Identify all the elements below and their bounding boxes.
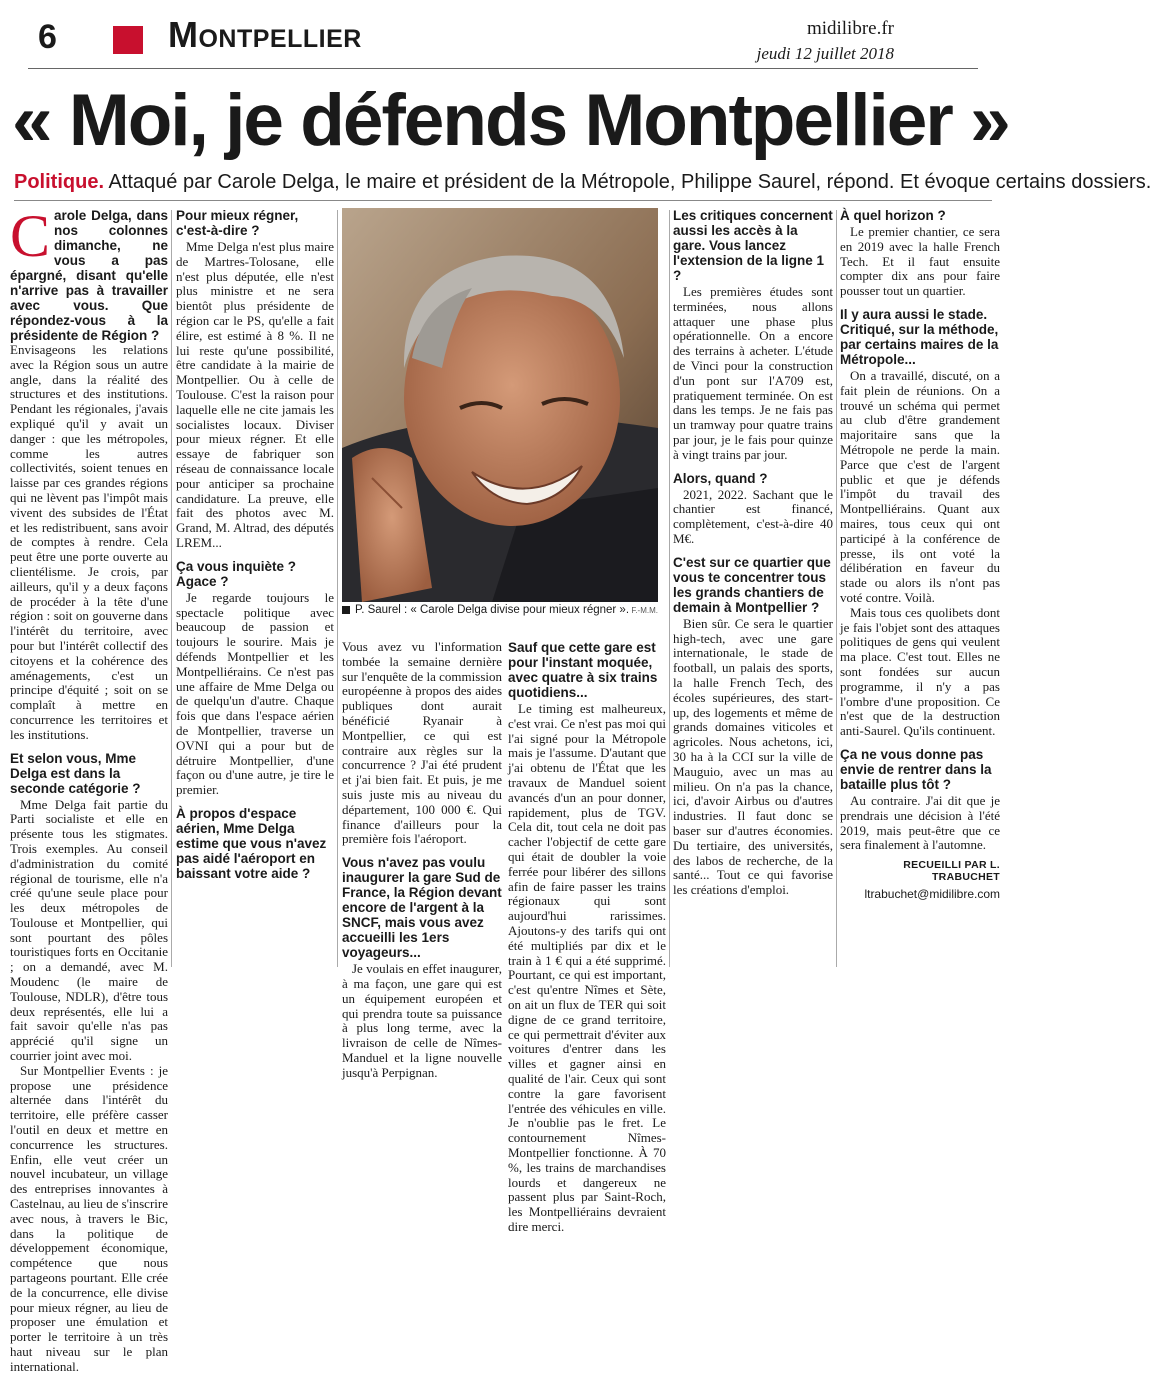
question-6: Vous n'avez pas voulu inaugurer la gare Sud de France, la Région devant encore de l'argent à la SNCF, mais vous avez accueilli les 1ers voyageurs...	[342, 855, 502, 961]
answer-2b: Sur Montpellier Events : je propose une présidence alternée dans l'intérêt du territoire, elle préfère casser l'outil en deux et mettre en concurrence les structures. Enfin, elle veut créer un nouvel incubateur, un village des entreprises innovantes à Castelnau, au lieu de s'inscrire avec nous, à travers le Bic, dans la politique de développement économique, compétence que nous partageons pourtant. Elle crée de la concurrence, elle divise pour mieux régner, au lieu de proposer une émulation et porter le territoire à un très haut niveau sur le plan international.	[10, 1062, 168, 1374]
answer-9: 2021, 2022. Sachant que le chantier est financé, complètement, c'est-à-dire 40 M€.	[673, 486, 833, 546]
photo-credit: F.-M.M.	[631, 605, 658, 615]
article-column-6	[840, 208, 1000, 968]
question-12: Il y aura aussi le stade. Critiqué, sur la méthode, par certains maires de la Métropole...	[840, 306, 999, 367]
dropcap: C	[10, 203, 51, 269]
column-divider	[171, 210, 172, 967]
answer-5: Vous avez vu l'information tombée la semaine dernière sur l'enquête de la commission européenne à propos des aides publiques dont aurait bénéficié Ryanair à Montpellier, ce qui est contraire aux règles sur la concurrence ? J'ai été prudent et j'ai bien fait. Et puis, je me suis juste mis au niveau du département, 100 000 €. Qui finance d'ailleurs pour la première fois l'aéroport.	[342, 639, 502, 847]
answer-12: On a travaillé, discuté, on a fait plein de réunions. On a trouvé un schéma qui permet au club d'être grandement majoritaire sans que la Métropole ne perde la main. Parce que c'est de l'argent public et que je défends l'impôt du travail des Montpelliérains. Quant aux maires, tous ceux qui ont participé à la conférence de presse, ils ont voté la délibération en faveur du stade ou alors ils n'ont pas voté contre. Voilà.	[840, 367, 1000, 605]
question-1: arole Delga, dans nos colonnes dimanche, ne vous a pas épargné, disant qu'elle n'arrive pas à travailler avec vous. Que répondez-vous à la présidente de Région ?	[10, 208, 168, 343]
page-number: 6	[38, 18, 57, 56]
answer-10: Bien sûr. Ce sera le quartier high-tech, avec une gare internationale, le stade de football, un palais des sports, la halle French Tech, des écoles supérieures, des start-up, des logements et même de grands domaines viticoles et agricoles. Nous achetons, ici, 30 ha à la CCI sur la ville de Mauguio, avec un mas au milieu. On n'a pas la chance, ici, d'avoir Airbus ou d'autres industries. Il faut donc se baser sur d'autres économies. Du tertiaire, des universités, des labos de recherche, de la santé... Tout ce qui favorise les créations d'emploi.	[673, 615, 833, 898]
question-5: À propos d'espace aérien, Mme Delga estime que vous n'avez pas aidé l'aéroport en baissant votre aide ?	[176, 805, 327, 881]
lead-question	[10, 203, 168, 343]
answer-7: Le timing est malheureux, c'est vrai. Ce n'est pas moi qui l'ai signé pour la Métropole mais je l'assume. D'autant que j'ai obtenu de l'État que les travaux de Manduel soient avancés d'un an pour donner, rapidement, plus de TGV. Cela dit, tout cela ne doit pas cacher l'objectif de cette gare qui était de doubler la voie ferrée pour libérer des sillons afin de faire passer les trains régionaux qui sont aujourd'hui rarissimes. Ajoutons-y des tarifs qui ont été multipliés par dix et le train à 1 € qui a été supprimé. Pourtant, ce qui est important, c'est qu'entre Nîmes et Sète, on ait un flux de TER qui soit digne de ce grand territoire, ce qui permettrait d'éviter aux voitures d'entrer dans les villes et gagner ainsi en qualité de l'air. Ceux qui sont contre la gare favorisent l'entrée des véhicules en ville. Je n'oublie pas le fret. Le contournement Nîmes-Montpellier fonctionne. À 70 %, les trains de marchandises lourds et dangereux ne passent plus par Saint-Roch, les Montpelliérains devraient dire merci.	[508, 701, 666, 1234]
standfirst	[14, 170, 1151, 194]
question-10: C'est sur ce quartier que vous te concentrer tous les grands chantiers de demain à Montpellier ?	[673, 554, 831, 615]
caption-text: P. Saurel : « Carole Delga divise pour mieux régner ».	[355, 604, 630, 616]
question-8: Les critiques concernent aussi les accès à la gare. Vous lancez l'extension de la ligne 1 ?	[673, 208, 833, 283]
answer-1: Envisageons les relations avec la Région sous un autre angle, dans la réalité des structures et des institutions. Pendant les régionales, j'avais expliqué qu'il y avait un danger : que les métropoles, comme les autres collectivités, soient tenues en laisse par ces grandes régions qui ne lèvent pas l'impôt mais vivent des subsides de l'État et les redistribuent, sans avoir de comptes à rendre. Cela peut être une porte ouverte au clientélisme. Je crois, par ailleurs, qu'il y a deux façons de procéder à la tête d'une région : soit on gouverne dans l'intérêt du territoire, avec pour but l'intérêt collectif des citoyens et la cohérence des aménagements, c'est un principe d'équité ; soit on se complaît à mettre en concurrence les territoires et les institutions.	[10, 342, 168, 742]
section-title: Montpellier	[168, 14, 362, 55]
answer-4: Je regarde toujours le spectacle politique avec beaucoup de passion et toujours le sourire. Mais je défends Montpellier et les Montpelliérains. Ce n'est pas une affaire de Mme Delga ou de quelqu'un d'autre. Chaque fois que dans l'espace aérien de Montpellier, traverse un OVNI qui a pour but de détruire Montpellier, d'une façon ou d'une autre, je tire le premier.	[176, 589, 334, 798]
photo-caption	[342, 604, 658, 616]
answer-12b: Mais tous ces quolibets dont je fais l'objet sont des attaques politiques de gens qui veulent ma place. C'est tout. Elles ne sont fondées sur aucun programme, il n'y a pas l'ombre d'une proposition. Ce n'est que de la destruction anti-Saurel. Qu'ils continuent.	[840, 604, 1000, 739]
answer-3: Mme Delga n'est plus maire de Martres-Tolosane, elle n'est plus députée, elle n'est plus ministre et ne sera bientôt plus présidente de région car le PS, qu'elle a fait élire, est estimé à 8 %. Il ne lui reste qu'une possibilité, être candidate à la mairie de Montpellier. Ou à celle de Toulouse. C'est la raison pour laquelle elle ne cite jamais les socialistes locaux. Diviser pour mieux régner. Et elle essaye de fabriquer son réseau de connaissance locale pour anticiper sa prochaine candidature. La preuve, elle fait des photos avec M. Grand, M. Altrad, des députés LREM...	[176, 239, 334, 550]
article-column-3	[342, 639, 502, 1080]
section-marker	[113, 26, 143, 54]
answer-6: Je voulais en effet inaugurer, à ma façon, une gare qui est un équipement européen et qui prendra toute sa puissance à plus long terme, avec la livraison de celle de Nîmes-Manduel et la ligne nouvelle jusqu'à Perpignan.	[342, 961, 502, 1080]
author-email[interactable]: ltrabuchet@midilibre.com	[864, 887, 1000, 902]
question-9: Alors, quand ?	[673, 470, 768, 486]
question-13: Ça ne vous donne pas envie de rentrer dans la bataille plus tôt ?	[840, 746, 992, 792]
article-column-5	[673, 208, 833, 968]
issue-date: jeudi 12 juillet 2018	[756, 44, 894, 63]
answer-11: Le premier chantier, ce sera en 2019 avec la halle French Tech. Et il faut ensuite compter dix ans pour faire pousser tout un quartier.	[840, 224, 1000, 299]
question-4: Ça vous inquiète ? Agace ?	[176, 558, 297, 589]
standfirst-text: Attaqué par Carole Delga, le maire et président de la Métropole, Philippe Saurel, répond. Et évoque certains dossiers.	[108, 171, 1151, 193]
question-2: Et selon vous, Mme Delga est dans la seconde catégorie ?	[10, 750, 141, 796]
portrait-photo	[342, 208, 658, 602]
standfirst-kicker: Politique.	[14, 171, 104, 193]
article-column-4	[508, 640, 666, 1234]
question-7: Sauf que cette gare est pour l'instant moquée, avec quatre à six trains quotidiens...	[508, 640, 658, 700]
header-rule	[28, 68, 978, 69]
headline: « Moi, je défends Montpellier »	[12, 80, 1009, 161]
article-column-1	[10, 203, 168, 1374]
standfirst-rule	[14, 200, 992, 201]
column-divider	[836, 210, 837, 967]
column-divider	[337, 210, 338, 967]
answer-13: Au contraire. J'ai dit que je prendrais une décision à l'été 2019, mais peut-être que ce sera finalement à l'automne.	[840, 792, 1000, 853]
portrait-illustration	[342, 208, 658, 602]
byline: RECUEILLI PAR L. TRABUCHET	[903, 859, 1000, 884]
question-11: À quel horizon ?	[840, 208, 946, 223]
article-column-2	[176, 208, 334, 968]
answer-2: Mme Delga fait partie du Parti socialiste et elle en présente tous les stigmates. Trois exemples. Au conseil d'administration du comité régional de tourisme, elle n'a créé qu'une seule place pour les deux métropoles de Toulouse et Montpellier, qui sont pourtant des pôles touristiques forts en Occitanie ; on a demandé, avec M. Moudenc (le maire de Toulouse, NDLR), d'être tous deux représentés, elle lui a fait savoir qu'elle n'as pas apprécié qu'il signe un courrier joint avec moi.	[10, 796, 168, 1064]
question-3: Pour mieux régner, c'est-à-dire ?	[176, 208, 299, 238]
caption-bullet-icon	[342, 606, 350, 614]
answer-8: Les premières études sont terminées, nous allons attaquer une phase plus opérationnelle. On a encore des terrains à acheter. L'étude de Vinci pour la construction d'un pont sur l'A709 est, pratiquement terminée. On est dans les temps. Je ne fais pas un tramway pour quatre trains par jour, je le fais pour quinze à vingt trains par jour.	[673, 284, 833, 462]
column-divider	[669, 210, 670, 967]
site-name[interactable]: midilibre.fr	[806, 18, 894, 39]
